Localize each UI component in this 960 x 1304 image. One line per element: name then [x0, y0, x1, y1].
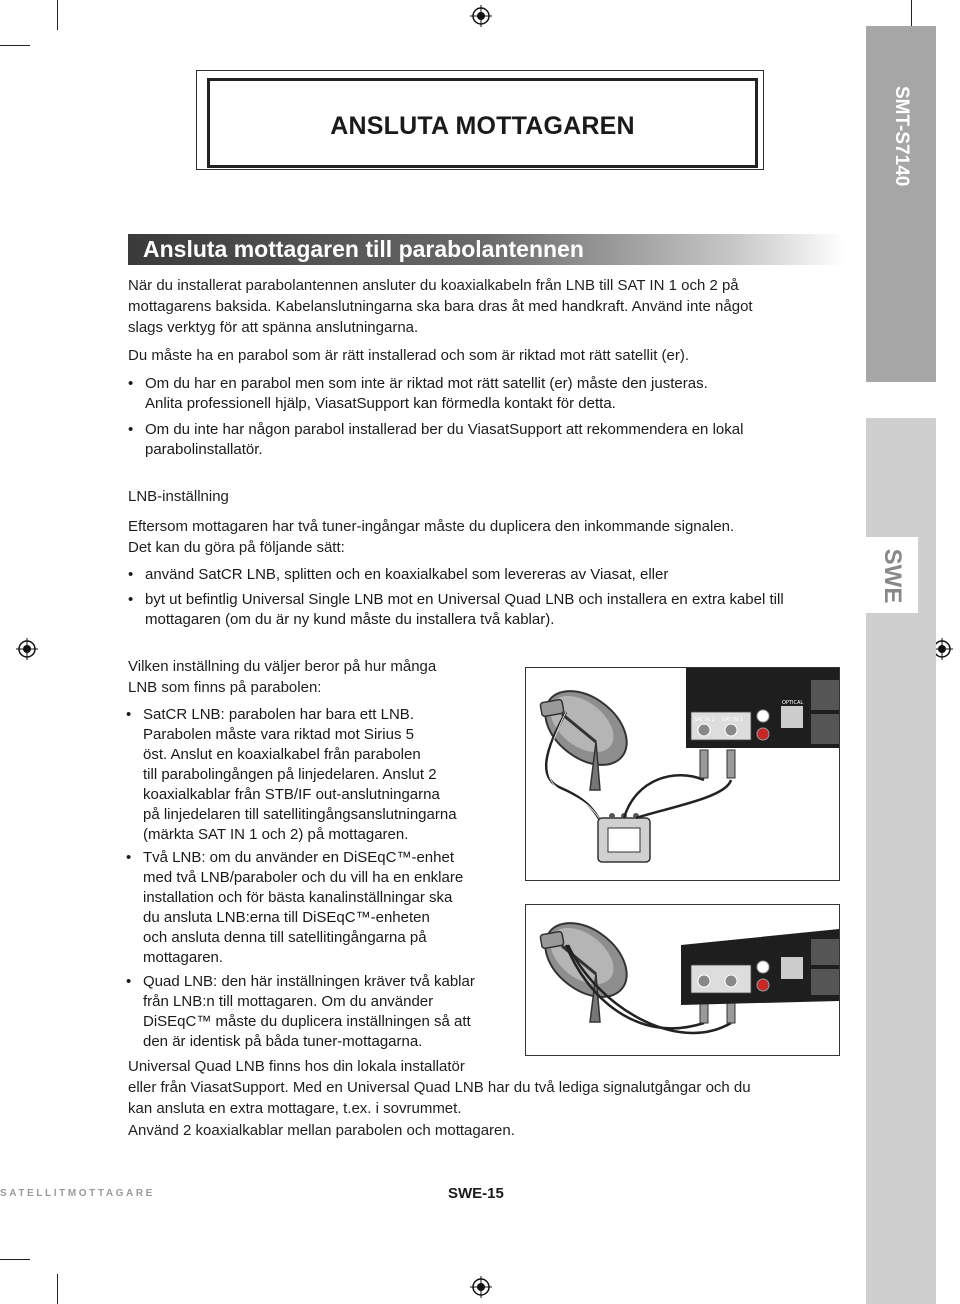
diagram-quad-illustration [526, 905, 839, 1055]
satellite-dish-icon [531, 908, 640, 1022]
list-item-line: och ansluta denna till satellitingångarna på [143, 929, 427, 946]
panel-label: SAT IN 1 [722, 717, 743, 723]
page-number: SWE-15 [448, 1185, 504, 1202]
crop-mark [57, 0, 58, 30]
list-item-line: installation och för bästa kanalinställningar ska [143, 889, 453, 906]
list-item [145, 565, 668, 585]
list-item-line: DiSEqC™ måste du duplicera inställningen så att [143, 1013, 471, 1030]
closing-line: Universal Quad LNB finns hos din lokala installatör [128, 1058, 465, 1075]
intro-line: När du installerat parabolantennen ansluter du koaxialkabeln från LNB till SAT IN 1 och 2 på [128, 277, 739, 294]
lnb-heading: LNB-inställning [128, 488, 229, 505]
diagram-satcr-illustration [526, 668, 839, 880]
list-item-line: mottagaren. [143, 949, 224, 966]
list-item-line: mottagaren (om du är ny kund måste du installera två kablar). [145, 611, 555, 628]
lnb-paragraph-line: Det kan du göra på följande sätt: [128, 539, 345, 556]
closing-line: kan ansluta en extra mottagare, t.ex. i sovrummet. [128, 1100, 462, 1117]
list-item-line: med två LNB/paraboler och du vill ha en enklare [143, 869, 464, 886]
footer-brand: SATELLITMOTTAGARE [0, 1188, 155, 1199]
list-item [143, 972, 475, 1052]
registration-mark-icon [16, 638, 38, 660]
list-item [145, 374, 708, 414]
list-item-line: Anlita professionell hjälp, ViasatSupport kan förmedla kontakt för detta. [145, 395, 616, 412]
receiver-back-panel [686, 668, 839, 748]
list-item-line: koaxialkablar från STB/IF out-anslutningarna [143, 786, 440, 803]
crop-mark [0, 45, 30, 46]
page-title: ANSLUTA MOTTAGAREN [330, 112, 635, 140]
closing-line: eller från ViasatSupport. Med en Universal Quad LNB har du två lediga signalutgångar och du [128, 1079, 751, 1096]
list-item-line: • använd SatCR LNB, splitten och en koaxialkabel som levereras av Viasat, eller [145, 566, 669, 583]
crop-mark [0, 1259, 30, 1260]
crop-mark [57, 1274, 58, 1304]
list-item-line: Parabolen måste vara riktad mot Sirius 5 [143, 726, 414, 743]
list-item-line: • byt ut befintlig Universal Single LNB mot en Universal Quad LNB och installera en extra kabel till [145, 591, 784, 608]
registration-mark-icon [470, 5, 492, 27]
list-item-line: • Två LNB: om du använder en DiSEqC™-enhet [143, 849, 454, 866]
intro-line: slags verktyg för att spänna anslutningarna. [128, 319, 419, 336]
list-item [143, 705, 457, 845]
list-item-line: till parabolingången på linjedelaren. Anslut 2 [143, 766, 437, 783]
receiver-back-panel [681, 929, 839, 1005]
list-item-line: parabolinstallatör. [145, 441, 263, 458]
choice-intro-line: Vilken inställning du väljer beror på hur många [128, 658, 437, 675]
model-number: SMT-S7140 [891, 86, 912, 187]
list-item-line: på linjedelaren till satellitingångsanslutningarna [143, 806, 457, 823]
side-tab-model [866, 26, 936, 382]
section-title: Ansluta mottagaren till parabolantennen [143, 236, 584, 262]
splitter-icon [598, 813, 650, 862]
panel-label: SAT IN 2 [694, 717, 715, 723]
list-item-line: från LNB:n till mottagaren. Om du använder [143, 993, 434, 1010]
list-item-line: den är identisk på båda tuner-mottagarna. [143, 1033, 423, 1050]
list-item-line: du ansluta LNB:erna till DiSEqC™-enheten [143, 909, 430, 926]
list-item-line: (märkta SAT IN 1 och 2) på mottagaren. [143, 826, 409, 843]
list-item [145, 590, 784, 630]
closing-line: Använd 2 koaxialkablar mellan parabolen och mottagaren. [128, 1122, 515, 1139]
choice-intro-line: LNB som finns på parabolen: [128, 679, 322, 696]
list-item [145, 420, 743, 460]
intro-line: mottagarens baksida. Kabelanslutningarna ska bara dras åt med handkraft. Använd inte något [128, 298, 753, 315]
list-item-line: • SatCR LNB: parabolen har bara ett LNB. [143, 706, 414, 723]
diagram-quad-lnb-connection [525, 904, 840, 1056]
language-code: SWE [879, 548, 906, 604]
lnb-paragraph-line: Eftersom mottagaren har två tuner-ingångar måste du duplicera den inkommande signalen. [128, 518, 735, 535]
registration-mark-icon [470, 1276, 492, 1298]
list-item [143, 848, 463, 968]
list-item-line: öst. Anslut en koaxialkabel från parabolen [143, 746, 421, 763]
panel-label: OPTICAL [782, 700, 804, 706]
requirement-text: Du måste ha en parabol som är rätt installerad och som är riktad mot rätt satellit (er). [128, 347, 690, 364]
list-item-line: • Om du har en parabol men som inte är riktad mot rätt satellit (er) måste den justeras. [145, 375, 708, 392]
list-item-line: • Om du inte har någon parabol installerad ber du ViasatSupport att rekommendera en lokal [145, 421, 744, 438]
list-item-line: • Quad LNB: den här inställningen kräver två kablar [143, 973, 475, 990]
diagram-satcr-connection [525, 667, 840, 881]
